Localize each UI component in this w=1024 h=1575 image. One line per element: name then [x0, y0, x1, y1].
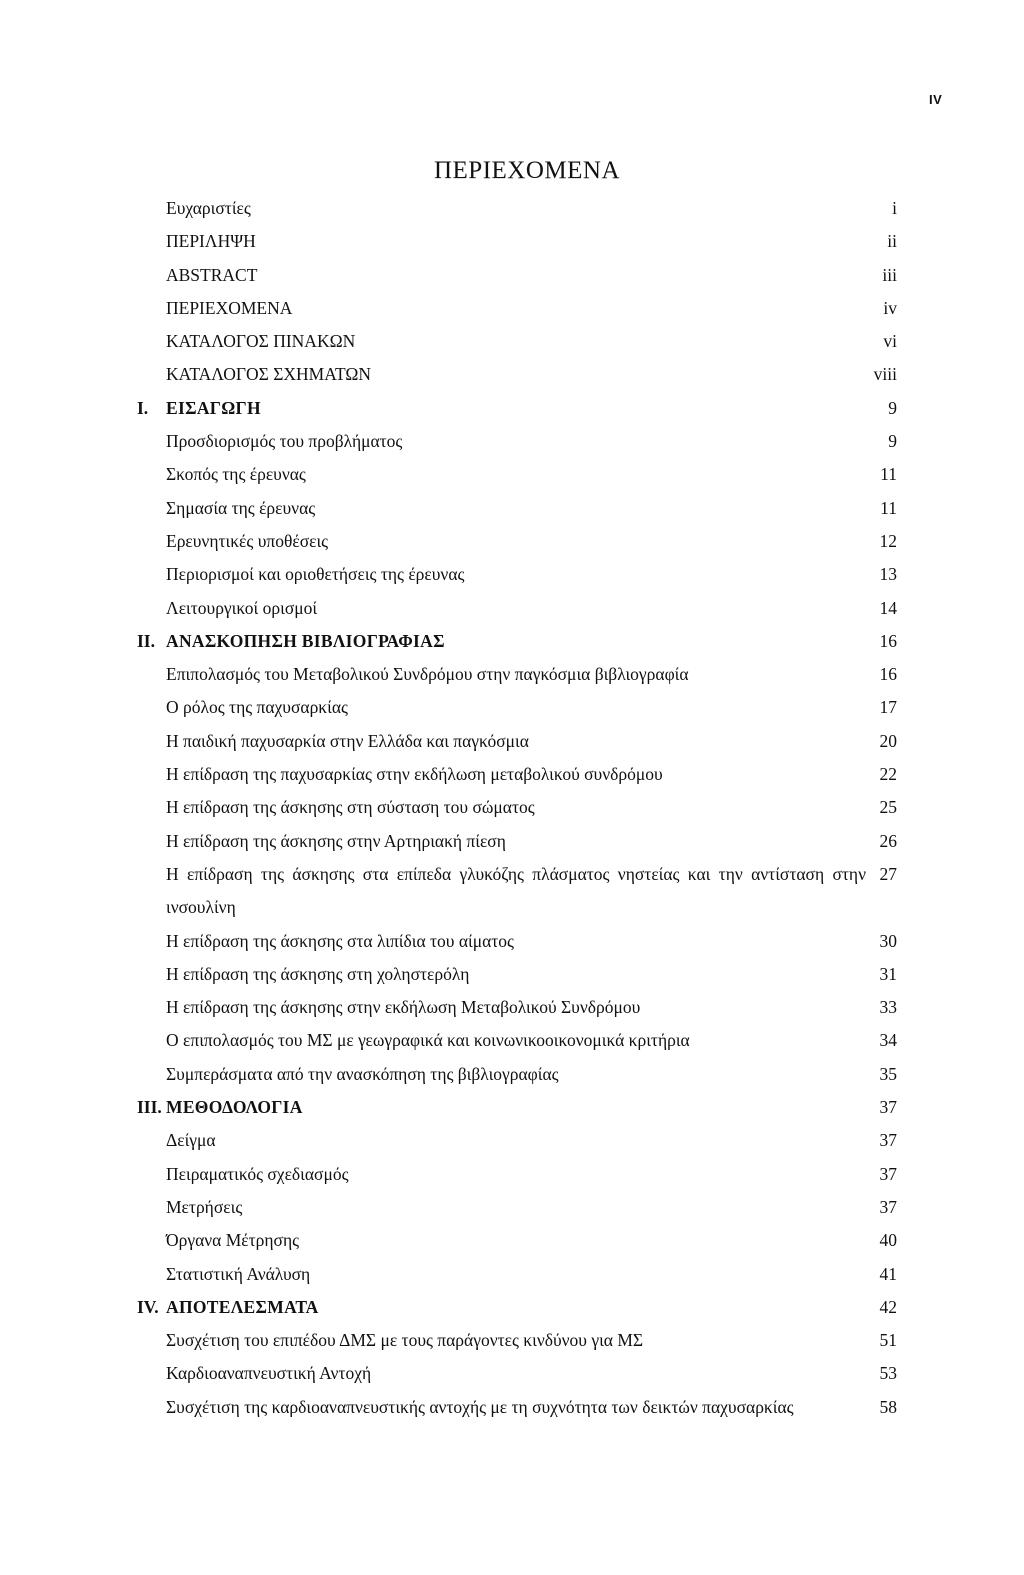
- toc-entry-title: Σημασία της έρευνας: [166, 497, 316, 518]
- toc-page-number: 37: [879, 1163, 897, 1184]
- toc-row: [0, 925, 1024, 958]
- toc-entry-title: Η παιδική παχυσαρκία στην Ελλάδα και παγκόσμια: [166, 730, 529, 751]
- toc-entry-title: ΠΕΡΙΛΗΨΗ: [166, 231, 256, 252]
- toc-row: [0, 758, 1024, 791]
- toc-page-number: 51: [879, 1330, 897, 1351]
- toc-section-row: [0, 1091, 1024, 1124]
- toc-entry-title: Η επίδραση της άσκησης στα λιπίδια του αίματος: [166, 930, 514, 951]
- toc-entry-title: Στατιστική Ανάλυση: [166, 1263, 311, 1284]
- toc-row: [0, 858, 1024, 925]
- toc-row: [0, 325, 1024, 358]
- toc-page-number: 16: [879, 664, 897, 685]
- toc-entry-title: Συμπεράσματα από την ανασκόπηση της βιβλιογραφίας: [166, 1063, 559, 1084]
- toc-page-number: 20: [879, 730, 897, 751]
- toc-page-number: 37: [879, 1097, 897, 1118]
- toc-entry-title: Όργανα Μέτρησης: [166, 1230, 300, 1251]
- toc-entry-title: Ευχαριστίες: [166, 198, 251, 218]
- toc-page-number: 35: [879, 1063, 897, 1084]
- toc-page-number: 40: [879, 1230, 897, 1251]
- toc-page-number: 22: [879, 764, 897, 785]
- toc-page-number: 33: [879, 997, 897, 1018]
- toc-page-number: ii: [887, 231, 897, 252]
- toc-entry-title: Επιπολασμός του Μεταβολικού Συνδρόμου στην παγκόσμια βιβλιογραφία: [166, 664, 689, 685]
- toc-row: [0, 358, 1024, 391]
- toc-page-number: viii: [873, 364, 897, 385]
- toc-row: [0, 1224, 1024, 1257]
- toc-page-number: 13: [879, 564, 897, 585]
- toc-entry-title: Δείγμα: [166, 1130, 216, 1151]
- toc-page-number: 58: [879, 1396, 897, 1417]
- toc-section-title: ΜΕΘΟΔΟΛΟΓΙΑ: [166, 1097, 303, 1118]
- toc-entry-title: Η επίδραση της άσκησης στα επίπεδα γλυκόζης πλάσματος νηστείας και την αντίσταση στην ινσουλίνη: [166, 863, 866, 918]
- toc-section-numeral: IV.: [137, 1296, 159, 1317]
- toc-entry-title: Η επίδραση της άσκησης στην εκδήλωση Μεταβολικού Συνδρόμου: [166, 997, 641, 1018]
- toc-entry-title: Η επίδραση της άσκησης στη σύσταση του σώματος: [166, 797, 535, 818]
- toc-page-number: 12: [879, 530, 897, 551]
- toc-entry-title: ΠΕΡΙΕΧΟΜΕΝΑ: [166, 297, 293, 318]
- toc-page-number: 34: [879, 1030, 897, 1051]
- toc-section-title: ΑΝΑΣΚΟΠΗΣΗ ΒΙΒΛΙΟΓΡΑΦΙΑΣ: [166, 630, 445, 651]
- toc-page-number: 42: [879, 1296, 897, 1317]
- toc-page-number: iv: [883, 297, 897, 318]
- toc-entry-title: Προσδιορισμός του προβλήματος: [166, 431, 403, 452]
- table-of-contents: [0, 192, 1024, 1424]
- toc-entry-title: Πειραματικός σχεδιασμός: [166, 1163, 349, 1184]
- toc-section-numeral: III.: [137, 1097, 162, 1118]
- page-number: IV: [929, 92, 943, 107]
- toc-entry-title: Η επίδραση της άσκησης στη χοληστερόλη: [166, 963, 470, 984]
- toc-page-number: iii: [882, 264, 897, 285]
- toc-page-number: 37: [879, 1196, 897, 1217]
- toc-row: [0, 825, 1024, 858]
- toc-section-row: [0, 392, 1024, 425]
- page-title: ΠΕΡΙΕΧΟΜΕΝΑ: [433, 157, 621, 184]
- toc-row: [0, 1124, 1024, 1157]
- toc-page-number: 11: [880, 464, 897, 485]
- toc-row: [0, 958, 1024, 991]
- toc-section-title: ΑΠΟΤΕΛΕΣΜΑΤΑ: [166, 1296, 319, 1317]
- toc-row: [0, 259, 1024, 292]
- toc-entry-title: Η επίδραση της παχυσαρκίας στην εκδήλωση μεταβολικού συνδρόμου: [166, 764, 663, 785]
- toc-page-number: vi: [883, 331, 897, 352]
- toc-entry-title: Ερευνητικές υποθέσεις: [166, 530, 329, 551]
- toc-entry-title: Περιορισμοί και οριοθετήσεις της έρευνας: [166, 564, 465, 585]
- toc-row: [0, 1158, 1024, 1191]
- toc-entry-title: Λειτουργικοί ορισμοί: [166, 597, 318, 618]
- toc-section-numeral: I.: [137, 397, 149, 418]
- toc-entry-title: ABSTRACT: [166, 264, 258, 285]
- toc-entry-title: Συσχέτιση του επιπέδου ΔΜΣ με τους παράγοντες κινδύνου για ΜΣ: [166, 1330, 644, 1351]
- toc-row: [0, 192, 1024, 225]
- toc-row: [0, 225, 1024, 258]
- toc-row: [0, 592, 1024, 625]
- toc-row: [0, 1357, 1024, 1390]
- toc-page-number: 9: [888, 397, 897, 418]
- toc-row: [0, 1058, 1024, 1091]
- toc-page-number: 11: [880, 497, 897, 518]
- toc-page-number: 53: [879, 1363, 897, 1384]
- toc-row: [0, 1391, 1024, 1424]
- toc-page-number: 31: [879, 963, 897, 984]
- toc-entry-title: Σκοπός της έρευνας: [166, 464, 306, 485]
- toc-page-number: 26: [879, 830, 897, 851]
- toc-page-number: 41: [879, 1263, 897, 1284]
- toc-section-numeral: II.: [137, 630, 155, 651]
- toc-row: [0, 791, 1024, 824]
- toc-page-number: i: [892, 198, 897, 218]
- toc-entry-title: Ο ρόλος της παχυσαρκίας: [166, 697, 348, 718]
- toc-row: [0, 1324, 1024, 1357]
- toc-row: [0, 691, 1024, 724]
- toc-entry-title: Ο επιπολασμός του ΜΣ με γεωγραφικά και κοινωνικοοικονομικά κριτήρια: [166, 1030, 690, 1051]
- toc-row: [0, 725, 1024, 758]
- toc-row: [0, 525, 1024, 558]
- toc-section-title: ΕΙΣΑΓΩΓΗ: [166, 397, 261, 418]
- toc-page-number: 27: [879, 863, 897, 884]
- toc-page-number: 30: [879, 930, 897, 951]
- toc-entry-title: ΚΑΤΑΛΟΓΟΣ ΠΙΝΑΚΩΝ: [166, 331, 356, 352]
- toc-row: [0, 1024, 1024, 1057]
- toc-entry-title: Καρδιοαναπνευστική Αντοχή: [166, 1363, 372, 1384]
- toc-entry-title: Μετρήσεις: [166, 1196, 243, 1217]
- toc-row: [0, 425, 1024, 458]
- toc-section-row: [0, 625, 1024, 658]
- toc-row: [0, 292, 1024, 325]
- toc-row: [0, 558, 1024, 591]
- toc-row: [0, 1258, 1024, 1291]
- toc-row: [0, 658, 1024, 691]
- toc-row: [0, 991, 1024, 1024]
- toc-page-number: 37: [879, 1130, 897, 1151]
- toc-row: [0, 458, 1024, 491]
- toc-entry-title: ΚΑΤΑΛΟΓΟΣ ΣΧΗΜΑΤΩΝ: [166, 364, 371, 385]
- toc-entry-title: Συσχέτιση της καρδιοαναπνευστικής αντοχής με τη συχνότητα των δεικτών παχυσαρκίας: [166, 1396, 794, 1417]
- toc-row: [0, 492, 1024, 525]
- toc-row: [0, 1191, 1024, 1224]
- toc-section-row: [0, 1291, 1024, 1324]
- toc-page-number: 17: [879, 697, 897, 718]
- toc-page-number: 14: [879, 597, 897, 618]
- toc-page-number: 9: [888, 431, 897, 452]
- toc-page-number: 25: [879, 797, 897, 818]
- toc-entry-title: Η επίδραση της άσκησης στην Αρτηριακή πίεση: [166, 830, 506, 851]
- toc-page-number: 16: [879, 630, 897, 651]
